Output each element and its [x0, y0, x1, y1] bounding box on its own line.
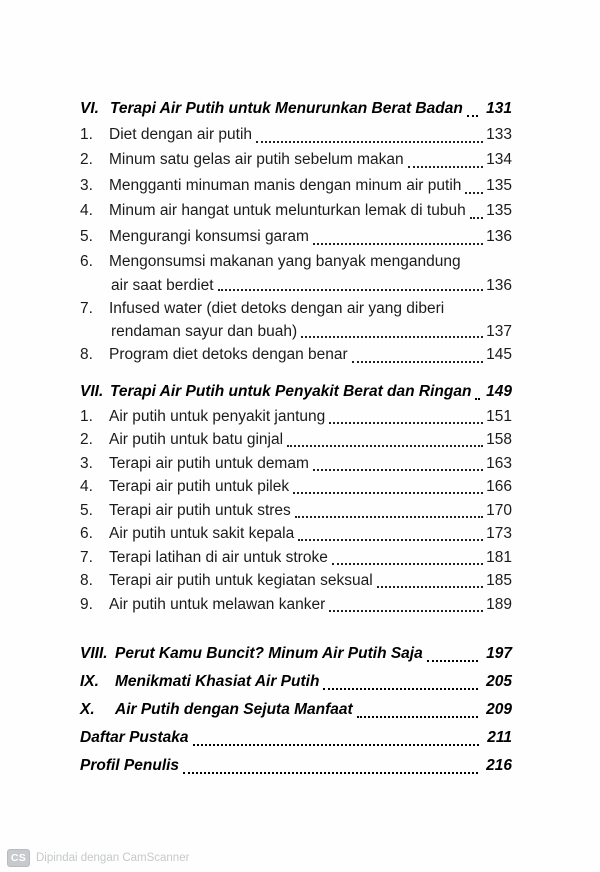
- dot-leader: [331, 546, 484, 570]
- entry-title: Terapi latihan di air untuk stroke: [109, 548, 328, 566]
- dot-leader: [466, 96, 479, 122]
- entry-title-line1: Infused water (diet detoks dengan air yang diberi: [109, 299, 445, 317]
- entry-page-number: 185: [486, 572, 512, 590]
- dot-leader: [217, 275, 485, 296]
- toc-entry-wrap: [80, 322, 512, 343]
- entry-number: 6.: [80, 253, 93, 271]
- toc-section-heading: [80, 724, 512, 752]
- dot-leader: [351, 343, 484, 369]
- dot-leader: [474, 379, 479, 405]
- entry-page-number: 173: [486, 525, 512, 543]
- entry-page-number: 136: [486, 276, 512, 294]
- toc-entry: [80, 122, 512, 148]
- entry-number: 8.: [80, 572, 93, 590]
- dot-leader: [297, 523, 484, 547]
- entry-title: Air putih untuk penyakit jantung: [109, 407, 326, 425]
- entry-page-number: 170: [486, 501, 512, 519]
- toc-section-heading: [80, 640, 512, 668]
- toc-entry: [80, 296, 512, 322]
- section-numeral: IX.: [80, 672, 99, 690]
- section-title: Menikmati Khasiat Air Putih: [115, 672, 320, 690]
- toc-section-heading: [80, 668, 512, 696]
- entry-number: 3.: [80, 454, 93, 472]
- toc-entry: [80, 405, 512, 429]
- dot-leader: [312, 224, 484, 250]
- entry-number: 1.: [80, 125, 93, 143]
- section-page-number: 209: [486, 700, 512, 718]
- toc-section-heading: [80, 379, 512, 405]
- entry-number: 5.: [80, 501, 93, 519]
- section-title: Perut Kamu Buncit? Minum Air Putih Saja: [115, 644, 423, 662]
- dot-leader: [328, 405, 484, 429]
- dot-leader: [300, 322, 484, 343]
- section-page-number: 149: [486, 383, 512, 400]
- toc-entry: [80, 499, 512, 523]
- section-title: Air Putih dengan Sejuta Manfaat: [115, 700, 353, 718]
- section-title: Terapi Air Putih untuk Menurunkan Berat Badan: [110, 100, 463, 117]
- entry-page-number: 151: [486, 407, 512, 425]
- toc-entry: [80, 593, 512, 617]
- toc-entry: [80, 452, 512, 476]
- dot-leader: [464, 173, 484, 199]
- dot-leader: [286, 429, 484, 453]
- entry-title: Diet dengan air putih: [109, 125, 253, 143]
- entry-title: Air putih untuk sakit kepala: [109, 525, 295, 543]
- toc-entry: [80, 476, 512, 500]
- entry-number: 7.: [80, 299, 93, 317]
- toc-entry: [80, 199, 512, 225]
- toc-entry-wrap: [80, 275, 512, 296]
- dot-leader: [182, 752, 479, 780]
- toc-section-heading: [80, 752, 512, 780]
- entry-title: Mengurangi konsumsi garam: [109, 227, 309, 245]
- entry-title: Terapi air putih untuk stres: [109, 501, 291, 519]
- dot-leader: [192, 724, 481, 752]
- section-page-number: 211: [487, 728, 512, 746]
- entry-number: 4.: [80, 202, 93, 220]
- section-title: Daftar Pustaka: [80, 728, 189, 746]
- dot-leader: [292, 476, 484, 500]
- entry-page-number: 145: [486, 346, 512, 364]
- camscanner-icon: CS: [7, 849, 30, 867]
- entry-page-number: 137: [486, 323, 512, 340]
- entry-title: Program diet detoks dengan benar: [109, 346, 348, 364]
- toc-entry: [80, 250, 512, 276]
- entry-title: Minum air hangat untuk melunturkan lemak di tubuh: [109, 202, 466, 220]
- section-page-number: 131: [486, 100, 512, 117]
- entry-number: 5.: [80, 227, 93, 245]
- toc-entry: [80, 546, 512, 570]
- entry-page-number: 133: [486, 125, 512, 143]
- entry-title: Mengganti minuman manis dengan minum air putih: [109, 176, 462, 194]
- toc-entry: [80, 224, 512, 250]
- entry-page-number: 135: [486, 202, 512, 220]
- entry-number: 2.: [80, 151, 93, 169]
- entry-number: 4.: [80, 478, 93, 496]
- toc-entry: [80, 173, 512, 199]
- dot-leader: [328, 593, 484, 617]
- entry-title-line2: air saat berdiet: [111, 276, 214, 294]
- entry-number: 2.: [80, 431, 93, 449]
- entry-page-number: 189: [486, 595, 512, 613]
- entry-title-line1: Mengonsumsi makanan yang banyak mengandung: [109, 253, 461, 271]
- section-numeral: VIII.: [80, 644, 108, 662]
- entry-number: 9.: [80, 595, 93, 613]
- entry-number: 7.: [80, 548, 93, 566]
- entry-title: Terapi air putih untuk pilek: [109, 478, 290, 496]
- toc-section-vii: [80, 379, 512, 617]
- entry-page-number: 135: [486, 176, 512, 194]
- entry-page-number: 166: [486, 478, 512, 496]
- toc-entry: [80, 570, 512, 594]
- entry-number: 6.: [80, 525, 93, 543]
- entry-number: 8.: [80, 346, 93, 364]
- toc-entry: [80, 148, 512, 174]
- toc-entry: [80, 523, 512, 547]
- section-title: Profil Penulis: [80, 756, 180, 774]
- camscanner-watermark-text: Dipindai dengan CamScanner: [36, 852, 190, 864]
- entry-page-number: 158: [486, 431, 512, 449]
- dot-leader: [356, 696, 479, 724]
- section-title: Terapi Air Putih untuk Penyakit Berat dan Ringan: [110, 383, 472, 400]
- entry-page-number: 163: [486, 454, 512, 472]
- section-page-number: 197: [486, 644, 512, 662]
- section-numeral: VII.: [80, 383, 104, 400]
- entry-page-number: 134: [486, 151, 512, 169]
- entry-title: Terapi air putih untuk kegiatan seksual: [109, 572, 373, 590]
- entry-title: Terapi air putih untuk demam: [109, 454, 309, 472]
- entry-title: Air putih untuk melawan kanker: [109, 595, 326, 613]
- entry-title-line2: rendaman sayur dan buah): [111, 323, 298, 340]
- entry-number: 1.: [80, 407, 93, 425]
- toc-tail-sections: [80, 640, 512, 780]
- toc-section-heading: [80, 696, 512, 724]
- entry-page-number: 136: [486, 227, 512, 245]
- dot-leader: [255, 122, 484, 148]
- toc-entry: [80, 343, 512, 369]
- section-page-number: 205: [486, 672, 512, 690]
- section-page-number: 216: [486, 756, 512, 774]
- dot-leader: [322, 668, 479, 696]
- entry-title: Minum satu gelas air putih sebelum makan: [109, 151, 404, 169]
- table-of-contents: [80, 96, 512, 780]
- toc-entry: [80, 429, 512, 453]
- section-numeral: VI.: [80, 100, 99, 117]
- entry-page-number: 181: [486, 548, 512, 566]
- entry-title: Air putih untuk batu ginjal: [109, 431, 284, 449]
- camscanner-watermark: [7, 849, 189, 867]
- dot-leader: [312, 452, 484, 476]
- dot-leader: [294, 499, 484, 523]
- dot-leader: [469, 199, 484, 225]
- toc-section-vi: [80, 96, 512, 368]
- dot-leader: [407, 148, 484, 174]
- entry-number: 3.: [80, 176, 93, 194]
- dot-leader: [426, 640, 479, 668]
- toc-section-heading: [80, 96, 512, 122]
- dot-leader: [376, 570, 484, 594]
- section-numeral: X.: [80, 700, 95, 718]
